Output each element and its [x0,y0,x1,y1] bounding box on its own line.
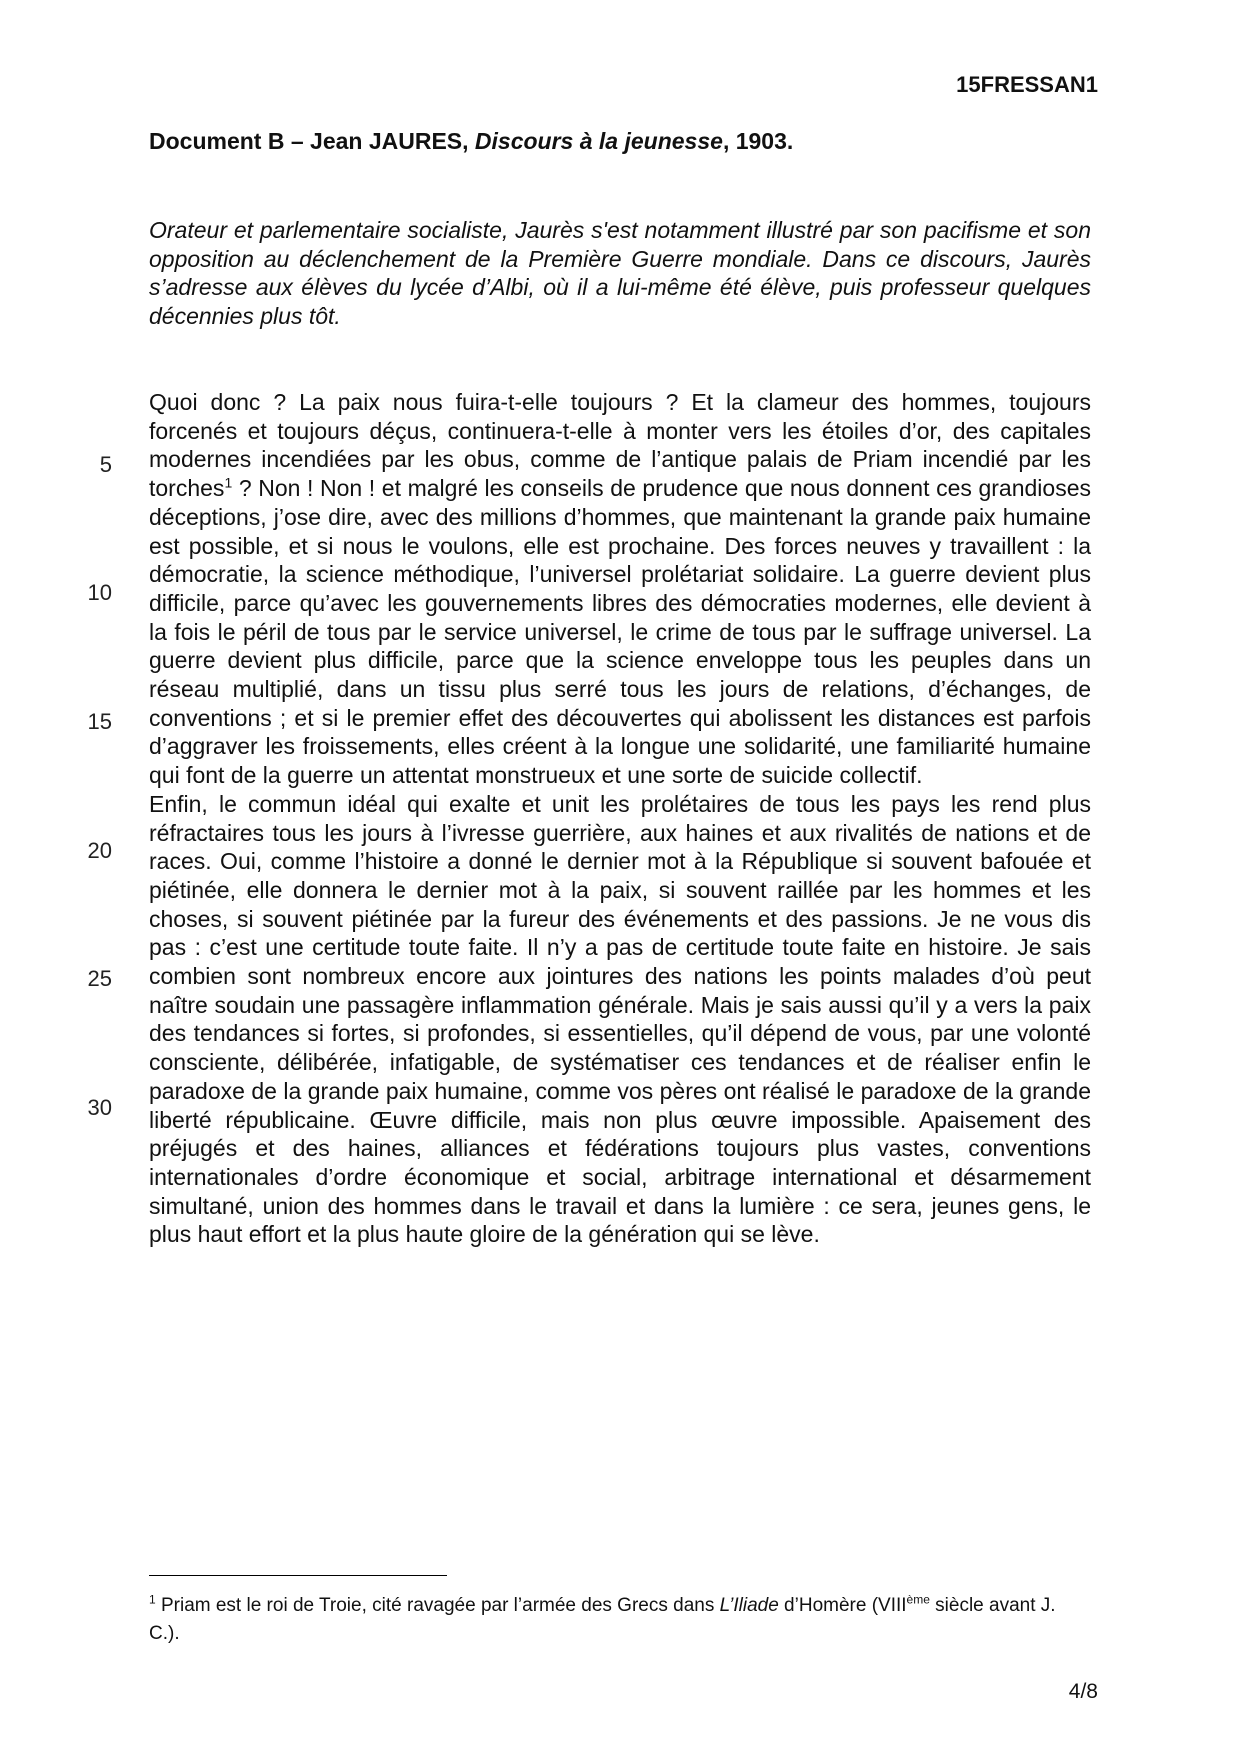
footnote-divider [149,1575,447,1576]
document-code: 15FRESSAN1 [956,72,1098,97]
paragraph: Enfin, le commun idéal qui exalte et unit les prolétaires de tous les pays les rend plus réfractaires tous les jours à l’ivresse guerrière, aux haines et aux rivalités de nations et de races. Oui, comme l’histoire a donné le dernier mot à la République si souvent bafouée et piétinée, elle donnera le dernier mot à la paix, si souvent raillée par les hommes et les choses, si souvent piétinée par la fureur des événements et des passions. Je ne vous dis pas : c’est une certitude toute faite. Il n’y a pas de certitude toute faite en histoire. Je sais combien sont nombreux encore aux jointures des nations les points malades d’où peut naître soudain une passagère inflammation générale. Mais je sais aussi qu’il y a vers la paix des tendances si fortes, si profondes, si essentielles, qu’il dépend de vous, par une volonté consciente, délibérée, infatigable, de systématiser ces tendances et de réaliser enfin le paradoxe de la grande paix humaine, comme vos pères ont réalisé le paradoxe de la grande liberté républicaine. Œuvre difficile, mais non plus œuvre impossible. Apaisement des préjugés et des haines, alliances et fédérations toujours plus vastes, conventions internationales d’ordre économique et social, arbitrage international et désarmement simultané, union des hommes dans le travail et dans la lumière : ce sera, jeunes gens, le plus haut effort et la plus haute gloire de la génération qui se lève. [149,790,1091,1248]
document-title [149,128,793,155]
line-number: 15 [87,709,112,734]
footnote-work-title: L’Iliade [719,1595,779,1616]
footnote-text: Priam est le roi de Troie, cité ravagée par l’armée des Grecs dans [155,1595,720,1616]
footnote-text: d’Homère (VIII [778,1595,907,1616]
line-number: 25 [87,966,112,991]
page-number: 4/8 [1068,1680,1098,1703]
introduction [149,216,1091,330]
footnote [149,1592,1091,1648]
document-label: Document B – Jean JAURES, [149,128,475,154]
footnote-text: siècle avant J. C.). [149,1595,1056,1644]
document-year: , 1903. [722,128,794,154]
footnote-reference: 1 [224,474,233,491]
line-number: 30 [87,1095,112,1120]
line-number: 20 [87,838,112,863]
work-title: Discours à la jeunesse [474,128,723,154]
footnote-superscript: ème [906,1592,930,1607]
introduction-text: Orateur et parlementaire socialiste, Jaurès s'est notamment illustré par son pacifisme et son opposition au déclenchement de la Première Guerre mondiale. Dans ce discours, Jaurès s’adresse aux élèves du lycée d’Albi, où il a lui-même été élève, puis professeur quelques décennies plus tôt. [149,217,1091,329]
speech-text [149,388,1091,1249]
line-number: 5 [99,452,112,477]
line-number: 10 [87,580,112,605]
paragraph-part: Quoi donc ? La paix nous fuira-t-elle toujours ? Et la clameur des hommes, toujours forcenés et toujours déçus, continuera-t-elle à monter vers les étoiles d’or, des capitales modernes incendiées par les obus, comme de l’antique palais de Priam incendié par les torches [149,389,1091,502]
paragraph [149,388,1091,790]
footnote-number: 1 [149,1592,156,1607]
paragraph-part: ? Non ! Non ! et malgré les conseils de prudence que nous donnent ces grandioses déceptions, j’ose dire, avec des millions d’hommes, que maintenant la grande paix humaine est possible, et si nous le voulons, elle est prochaine. Des forces neuves y travaillent : la démocratie, la science méthodique, l’universel prolétariat solidaire. La guerre devient plus difficile, parce qu’avec les gouvernements libres des démocraties modernes, elle devient à la fois le péril de tous par le service universel, le crime de tous par le suffrage universel. La guerre devient plus difficile, parce que la science enveloppe tous les peuples dans un réseau multiplié, dans un tissu plus serré tous les jours de relations, d’échanges, de conventions ; et si le premier effet des découvertes qui abolissent les distances est parfois d’aggraver les froissements, elles créent à la longue une solidarité, une familiarité humaine qui font de la guerre un attentat monstrueux et une sorte de suicide collectif. [149,475,1091,789]
